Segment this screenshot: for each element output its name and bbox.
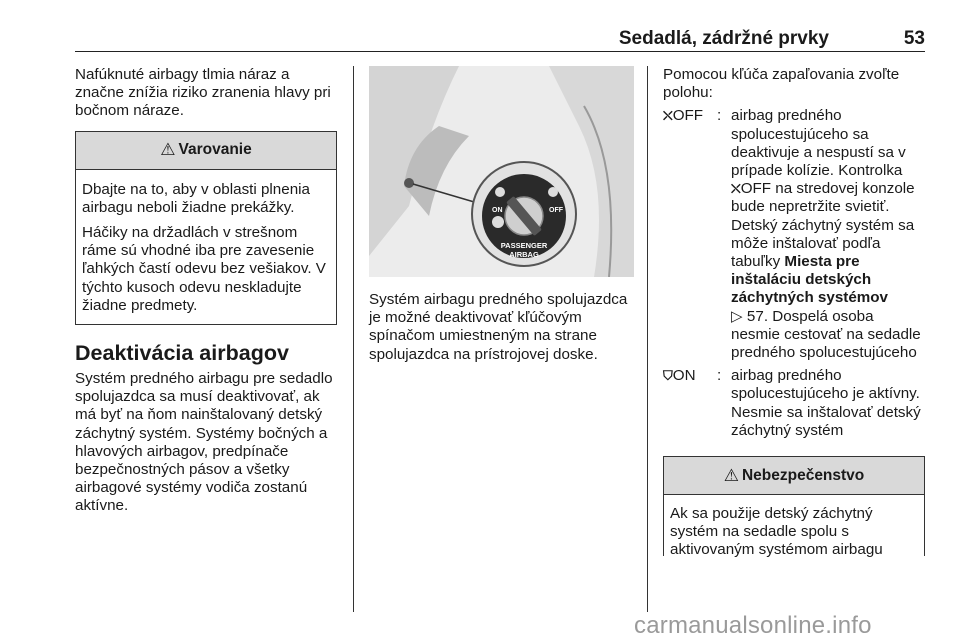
airbag-off-icon: ⛌ xyxy=(731,181,741,197)
switch-label-passenger: PASSENGER xyxy=(500,241,548,250)
switch-label-on: ON xyxy=(492,207,503,214)
airbag-off-icon: ⛌ xyxy=(663,108,673,124)
page-reference-icon: ▷ xyxy=(731,307,743,325)
warning-paragraph-2: Háčiky na držadlách v strešnom ráme sú vhodné iba pre zavesenie ľahkých častí odevu bez vešiakov. V týchto kusoch odevu neskladujte žiadne predmety. xyxy=(82,224,326,314)
column-right xyxy=(663,66,925,559)
danger-body: Ak sa použije detský záchytný systém na sedadle spolu s aktivovaným systémom airbagu xyxy=(670,505,883,559)
warning-triangle-icon: ⚠ xyxy=(160,140,176,160)
danger-box xyxy=(663,456,925,559)
figure-caption: Systém airbagu predného spolujazdca je možné deaktivovať kľúčovým spínačom umiestneným na strane spolujazdca na prístrojovej doske. xyxy=(369,291,628,363)
on-term: ⛉ON xyxy=(663,367,696,385)
danger-title: Nebezpečenstvo xyxy=(741,466,865,484)
airbag-on-icon: ⛉ xyxy=(663,368,673,384)
warning-paragraph-1: Dbajte na to, aby v oblasti plnenia airbagu neboli žiadne prekážky. xyxy=(82,180,310,216)
section-body: Systém predného airbagu pre sedadlo spolujazdca sa musí deaktivovať, ak má byť na ňom nainštalovaný detský záchytný systém. Systémy bočných a hlavových airbagov, predpínače bezpečnostných pásov a všetky airbagové systémy vodiča zostanú aktívne. xyxy=(75,370,333,515)
watermark: carmanualsonline.info xyxy=(634,612,872,639)
intro-paragraph: Nafúknuté airbagy tlmia náraz a značne znížia riziko zranenia hlavy pri bočnom náraze. xyxy=(75,66,331,120)
column-divider xyxy=(647,66,648,612)
airbag-switch-figure xyxy=(369,66,634,277)
child-seat-table-link[interactable]: Miesta pre inštaláciu detských záchytných systémov xyxy=(731,253,889,307)
definition-off: ⛌OFF : airbag predného spolucestujúceho sa deaktivuje a nespustí sa v prípade kolízie. Kontrolka ⛌OFF na stredovej konzole bude nepretržite svietiť. Detský záchytný systém sa môže inštalovať podľa tabuľky Miesta pre inštaláciu detských záchytných systémov ▷ 57. Dospelá osoba nesmie cestovať na sedadle predného spolucestujúceho xyxy=(663,107,925,362)
warning-box xyxy=(75,131,337,325)
warning-title: Varovanie xyxy=(178,141,252,159)
column-left xyxy=(75,66,337,516)
page-header xyxy=(75,26,925,52)
on-description: airbag predného spolucestujúceho je aktívny. Nesmie sa inštalovať detský záchytný systém xyxy=(731,367,921,439)
warning-body xyxy=(76,170,336,324)
definition-on: ⛉ON : airbag predného spolucestujúceho je aktívny. Nesmie sa inštalovať detský záchytný systém xyxy=(663,367,925,440)
warning-triangle-icon: ⚠ xyxy=(723,465,739,485)
switch-label-airbag: AIRBAG xyxy=(509,250,539,259)
page-number: 53 xyxy=(903,28,925,49)
section-heading: Deaktivácia airbagov xyxy=(75,341,289,366)
off-term: ⛌OFF xyxy=(663,107,704,125)
column-divider xyxy=(353,66,354,612)
airbag-switch-illustration xyxy=(369,66,634,277)
warning-header xyxy=(76,132,336,170)
header-title: Sedadlá, zádržné prvky xyxy=(618,28,829,49)
position-intro: Pomocou kľúča zapaľovania zvoľte polohu: xyxy=(663,66,900,102)
column-middle xyxy=(369,66,634,364)
danger-header xyxy=(664,457,924,495)
off-description: airbag predného spolucestujúceho sa deaktivuje a nespustí sa v prípade kolízie. Kontrolka ⛌OFF na stredovej konzole bude nepretržite svietiť. Detský záchytný systém sa môže inštalovať podľa tabuľky Miesta pre inštaláciu detských záchytných systémov ▷ 57. Dospelá osoba nesmie cestovať na sedadle predného spolucestujúceho xyxy=(731,107,921,362)
switch-label-off: OFF xyxy=(549,207,563,214)
